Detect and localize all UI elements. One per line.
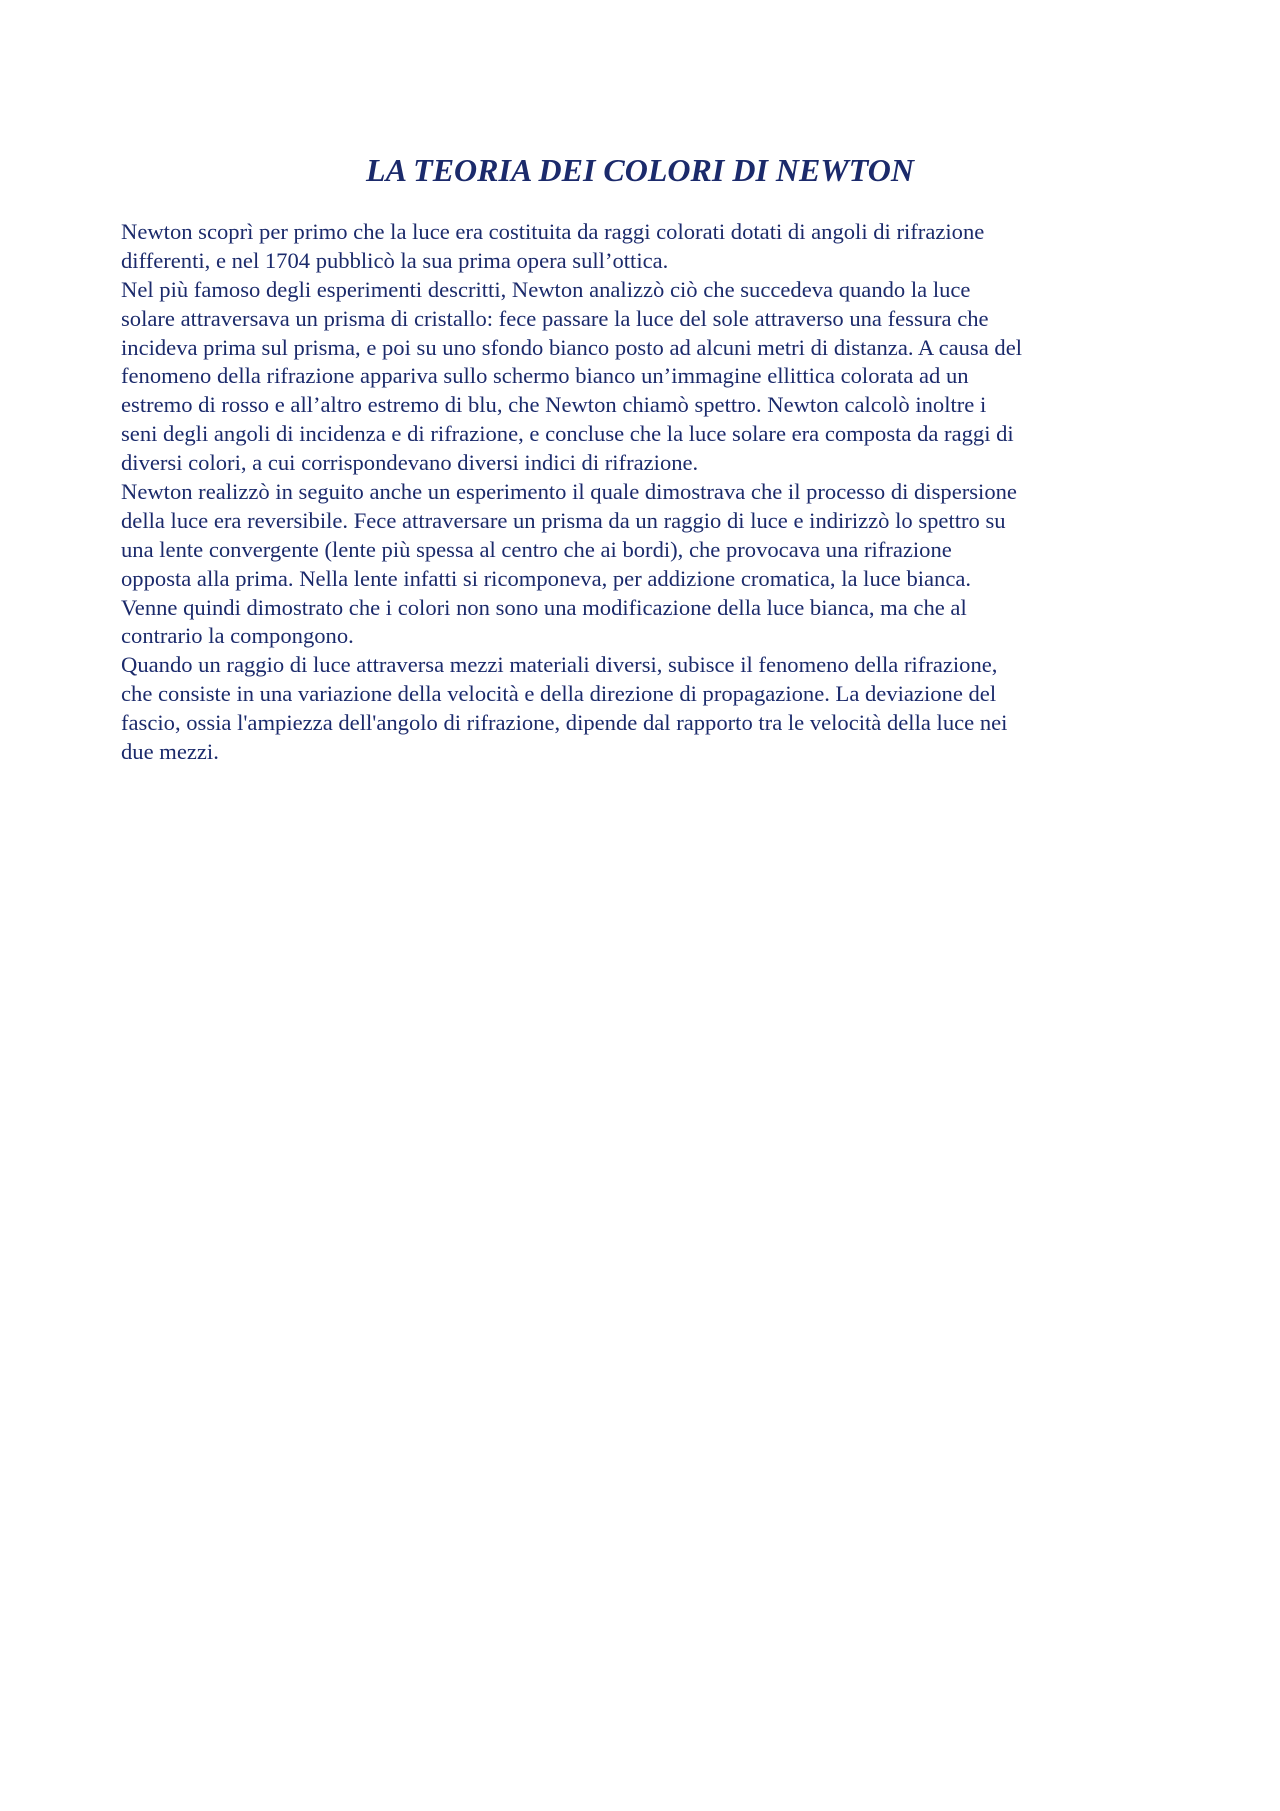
body-line: solare attraversava un prisma di cristallo: fece passare la luce del sole attraverso una fessura che <box>121 305 989 331</box>
body-line: due mezzi. <box>121 739 219 765</box>
body-line: Quando un raggio di luce attraversa mezzi materiali diversi, subisce il fenomeno della rifrazione, <box>121 652 998 678</box>
document-title: LA TEORIA DEI COLORI DI NEWTON <box>366 152 914 188</box>
body-line: Nel più famoso degli esperimenti descritti, Newton analizzò ciò che succedeva quando la luce <box>121 276 971 302</box>
body-line: una lente convergente (lente più spessa al centro che ai bordi), che provocava una rifrazione <box>121 536 952 562</box>
body-line: opposta alla prima. Nella lente infatti si ricomponeva, per addizione cromatica, la luce bianca. <box>121 565 972 591</box>
body-line: incideva prima sul prisma, e poi su uno sfondo bianco posto ad alcuni metri di distanza. A causa del <box>121 334 1023 360</box>
body-line: estremo di rosso e all’altro estremo di blu, che Newton chiamò spettro. Newton calcolò inoltre i <box>121 392 987 418</box>
body-line: differenti, e nel 1704 pubblicò la sua prima opera sull’ottica. <box>121 247 669 273</box>
body-line: seni degli angoli di incidenza e di rifrazione, e concluse che la luce solare era composta da raggi di <box>121 421 1014 447</box>
body-line: fascio, ossia l'ampiezza dell'angolo di rifrazione, dipende dal rapporto tra le velocità della luce nei <box>121 710 1008 736</box>
body-line: Venne quindi dimostrato che i colori non sono una modificazione della luce bianca, ma che al <box>121 594 967 620</box>
body-line: diversi colori, a cui corrispondevano diversi indici di rifrazione. <box>121 450 699 476</box>
body-line: Newton realizzò in seguito anche un esperimento il quale dimostrava che il processo di dispersione <box>121 479 1017 505</box>
body-line: Newton scoprì per primo che la luce era costituita da raggi colorati dotati di angoli di rifrazione <box>121 219 985 244</box>
body-line: della luce era reversibile. Fece attraversare un prisma da un raggio di luce e indirizzò lo spettro su <box>121 507 1006 533</box>
document-body <box>121 218 1171 767</box>
body-line: fenomeno della rifrazione appariva sullo schermo bianco un’immagine ellittica colorata ad un <box>121 363 969 389</box>
body-line: che consiste in una variazione della velocità e della direzione di propagazione. La deviazione del <box>121 681 997 707</box>
body-line: contrario la compongono. <box>121 623 354 649</box>
